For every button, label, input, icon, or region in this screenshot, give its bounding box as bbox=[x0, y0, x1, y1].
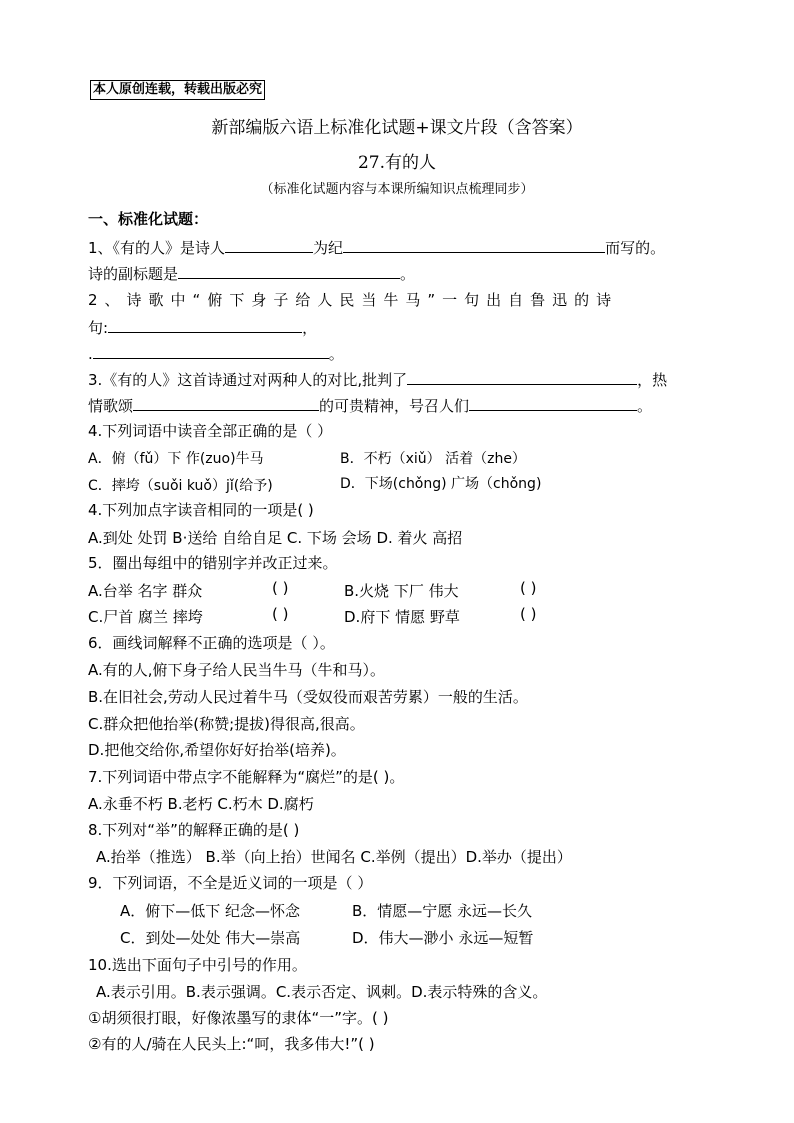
question-5-option-c: C.尸首 腐兰 摔垮 bbox=[88, 608, 203, 626]
q3-blank-1[interactable] bbox=[407, 370, 637, 385]
q3-blank-3[interactable] bbox=[469, 396, 637, 411]
question-9-option-d: D．伟大—渺小 永远—短暂 bbox=[352, 929, 534, 947]
question-4-option-a: A．俯（fǔ）下 作(zuo)牛马 bbox=[88, 451, 264, 467]
question-6-option-a: A.有的人,俯下身子给人民当牛马（牛和马）。 bbox=[88, 661, 386, 679]
question-9-stem: 9．下列词语，不全是近义词的一项是（ ） bbox=[88, 874, 373, 892]
q3-blank-2[interactable] bbox=[133, 396, 319, 411]
question-4-stem: 4.下列词语中读音全部正确的是（ ） bbox=[88, 422, 333, 440]
q2-text-c: ， bbox=[302, 319, 318, 337]
question-4-option-d: D．下场(chǒng) 广场（chǒng) bbox=[340, 476, 542, 492]
question-8-stem: 8.下列对“举”的解释正确的是( ) bbox=[88, 821, 300, 839]
q3-text-b: ，热 bbox=[637, 371, 668, 389]
question-6-option-b: B.在旧社会,劳动人民过着牛马（受奴役而艰苦劳累）一般的生活。 bbox=[88, 688, 528, 706]
q3-text-c: 情歌颂 bbox=[88, 397, 134, 415]
question-5-stem: 5．圈出每组中的错别字并改正过来。 bbox=[88, 554, 338, 572]
q1-blank-poet[interactable] bbox=[225, 238, 313, 253]
question-5-option-a: A.台举 名字 群众 bbox=[88, 582, 203, 600]
question-5-option-b: B.火烧 下厂 伟大 bbox=[344, 582, 459, 600]
question-1-line-1 bbox=[88, 238, 665, 257]
question-4-option-c: C．摔垮（suǒi kuǒ）jǐ(给予) bbox=[88, 478, 273, 494]
question-7-stem: 7.下列词语中带点字不能解释为“腐烂”的是( )。 bbox=[88, 768, 405, 786]
q1-text-a: 1、《有的人》是诗人 bbox=[88, 239, 226, 257]
section-heading: 一、标准化试题： bbox=[88, 210, 209, 228]
question-5-option-d: D.府下 情愿 野草 bbox=[344, 608, 460, 626]
question-9-option-a: A．俯下—低下 纪念—怀念 bbox=[120, 902, 301, 920]
q1-text-d: 诗的副标题是 bbox=[88, 265, 179, 283]
q3-text-e: 。 bbox=[637, 397, 653, 415]
question-3-line-2 bbox=[88, 396, 652, 415]
question-4b-stem: 4.下列加点字读音相同的一项是( ) bbox=[88, 501, 314, 519]
q1-blank-subtitle[interactable] bbox=[178, 264, 400, 279]
question-1-line-2 bbox=[88, 264, 415, 283]
question-10-options: A.表示引用。B.表示强调。C.表示否定、讽刺。D.表示特殊的含义。 bbox=[96, 983, 548, 1001]
question-4-option-b: B．不朽（xiǔ） 活着（zhe） bbox=[340, 451, 526, 467]
question-2-line-1: 2、诗歌中“俯下身子给人民当牛马”一句出自鲁迅的诗 bbox=[88, 291, 619, 309]
question-4b-options: A.到处 处罚 B·送给 自给自足 C. 下场 会场 D. 着火 高招 bbox=[88, 529, 463, 547]
question-10-stem: 10.选出下面句子中引号的作用。 bbox=[88, 956, 307, 974]
q3-text-d: 的可贵精神，号召人们 bbox=[319, 397, 470, 415]
question-10-sentence-1: ①胡须很打眼，好像浓墨写的隶体“一”字。( ) bbox=[88, 1009, 389, 1027]
question-5-paren-b[interactable]: ( ) bbox=[520, 579, 537, 597]
question-9-option-b: B．情愿—宁愿 永远—长久 bbox=[352, 902, 533, 920]
question-5-paren-a[interactable]: ( ) bbox=[272, 579, 289, 597]
question-2-line-3 bbox=[88, 344, 344, 363]
question-2-line-2 bbox=[88, 318, 317, 337]
q2-blank-1[interactable] bbox=[108, 318, 302, 333]
question-5-paren-c[interactable]: ( ) bbox=[272, 605, 289, 623]
question-5-paren-d[interactable]: ( ) bbox=[520, 605, 537, 623]
q2-text-e: 。 bbox=[328, 345, 344, 363]
q2-blank-2[interactable] bbox=[93, 344, 329, 359]
worksheet-title: 新部编版六语上标准化试题+课文片段（含答案） bbox=[211, 118, 583, 138]
q1-text-c: 而写的。 bbox=[605, 239, 666, 257]
q1-text-b: 为纪 bbox=[313, 239, 344, 257]
worksheet-subtitle: （标准化试题内容与本课所编知识点梳理同步） bbox=[260, 182, 534, 197]
q1-blank-purpose[interactable] bbox=[343, 238, 605, 253]
question-6-option-c: C.群众把他抬举(称赞;提拔)得很高,很高。 bbox=[88, 715, 365, 733]
q2-text-b: 句: bbox=[88, 319, 109, 337]
q3-text-a: 3.《有的人》这首诗通过对两种人的对比,批判了 bbox=[88, 371, 408, 389]
q2-text-d: . bbox=[88, 345, 93, 363]
question-9-option-c: C．到处—处处 伟大—崇高 bbox=[120, 929, 301, 947]
lesson-title: 27.有的人 bbox=[357, 153, 437, 173]
question-6-option-d: D.把他交给你,希望你好好抬举(培养)。 bbox=[88, 741, 346, 759]
question-3-line-1 bbox=[88, 370, 667, 389]
question-10-sentence-2: ②有的人/骑在人民头上:“呵，我多伟大!”( ) bbox=[88, 1035, 375, 1053]
question-6-stem: 6．画线词解释不正确的选项是（ ）。 bbox=[88, 634, 335, 652]
copyright-stamp: 本人原创连载，转载出版必究 bbox=[90, 80, 265, 100]
question-7-options: A.永垂不朽 B.老朽 C.朽木 D.腐朽 bbox=[88, 795, 314, 813]
question-8-options: A.抬举（推选） B.举（向上抬）世闻名 C.举例（提出）D.举办（提出） bbox=[96, 848, 572, 866]
q1-text-e: 。 bbox=[400, 265, 416, 283]
